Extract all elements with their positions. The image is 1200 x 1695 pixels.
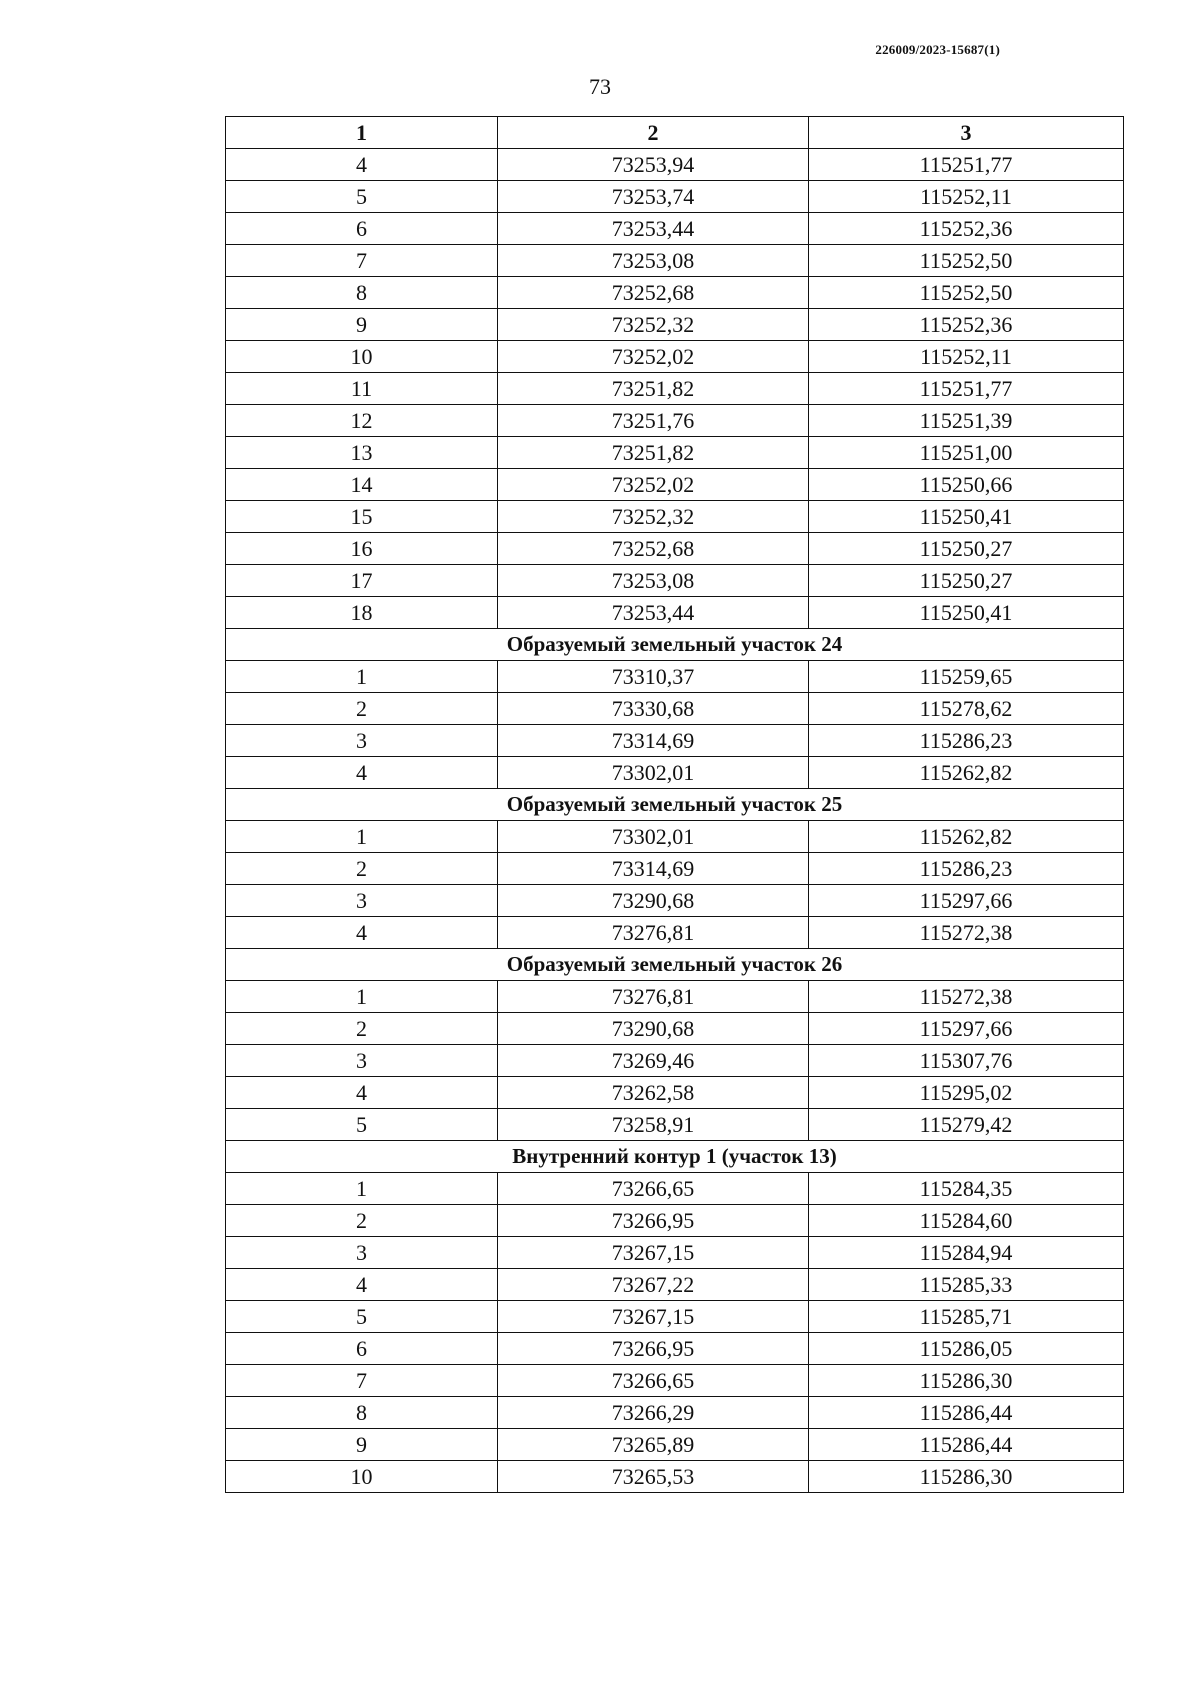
point-number-cell: 7 xyxy=(226,1365,498,1397)
table-row xyxy=(226,309,1124,341)
point-number-cell: 4 xyxy=(226,917,498,949)
x-coordinate-cell: 73314,69 xyxy=(498,725,809,757)
table-row xyxy=(226,277,1124,309)
table-header xyxy=(226,117,1124,149)
x-coordinate-cell: 73253,08 xyxy=(498,245,809,277)
header-row xyxy=(226,117,1124,149)
x-coordinate-cell: 73276,81 xyxy=(498,917,809,949)
y-coordinate-cell: 115285,33 xyxy=(809,1269,1124,1301)
section-title: Внутренний контур 1 (участок 13) xyxy=(226,1141,1124,1173)
y-coordinate-cell: 115262,82 xyxy=(809,757,1124,789)
table-row xyxy=(226,181,1124,213)
x-coordinate-cell: 73252,02 xyxy=(498,341,809,373)
table-row xyxy=(226,1461,1124,1493)
x-coordinate-cell: 73267,15 xyxy=(498,1301,809,1333)
x-coordinate-cell: 73266,95 xyxy=(498,1333,809,1365)
table-row xyxy=(226,437,1124,469)
point-number-cell: 2 xyxy=(226,1013,498,1045)
x-coordinate-cell: 73266,29 xyxy=(498,1397,809,1429)
point-number-cell: 1 xyxy=(226,981,498,1013)
section-row xyxy=(226,629,1124,661)
y-coordinate-cell: 115250,41 xyxy=(809,501,1124,533)
point-number-cell: 13 xyxy=(226,437,498,469)
y-coordinate-cell: 115272,38 xyxy=(809,917,1124,949)
table-row xyxy=(226,1397,1124,1429)
x-coordinate-cell: 73253,44 xyxy=(498,213,809,245)
x-coordinate-cell: 73290,68 xyxy=(498,885,809,917)
table-row xyxy=(226,981,1124,1013)
x-coordinate-cell: 73252,02 xyxy=(498,469,809,501)
section-row xyxy=(226,789,1124,821)
y-coordinate-cell: 115272,38 xyxy=(809,981,1124,1013)
y-coordinate-cell: 115297,66 xyxy=(809,885,1124,917)
table-row xyxy=(226,917,1124,949)
y-coordinate-cell: 115252,50 xyxy=(809,245,1124,277)
column-header-2: 2 xyxy=(498,117,809,149)
table-row xyxy=(226,1045,1124,1077)
column-header-3: 3 xyxy=(809,117,1124,149)
point-number-cell: 16 xyxy=(226,533,498,565)
y-coordinate-cell: 115286,44 xyxy=(809,1397,1124,1429)
y-coordinate-cell: 115286,44 xyxy=(809,1429,1124,1461)
x-coordinate-cell: 73302,01 xyxy=(498,757,809,789)
x-coordinate-cell: 73251,82 xyxy=(498,373,809,405)
x-coordinate-cell: 73258,91 xyxy=(498,1109,809,1141)
y-coordinate-cell: 115285,71 xyxy=(809,1301,1124,1333)
y-coordinate-cell: 115251,77 xyxy=(809,373,1124,405)
y-coordinate-cell: 115251,39 xyxy=(809,405,1124,437)
point-number-cell: 3 xyxy=(226,725,498,757)
table-row xyxy=(226,1013,1124,1045)
y-coordinate-cell: 115250,27 xyxy=(809,533,1124,565)
point-number-cell: 14 xyxy=(226,469,498,501)
point-number-cell: 5 xyxy=(226,1301,498,1333)
table-row xyxy=(226,533,1124,565)
y-coordinate-cell: 115252,36 xyxy=(809,309,1124,341)
section-title: Образуемый земельный участок 25 xyxy=(226,789,1124,821)
y-coordinate-cell: 115284,94 xyxy=(809,1237,1124,1269)
x-coordinate-cell: 73252,68 xyxy=(498,533,809,565)
document-reference: 226009/2023-15687(1) xyxy=(875,42,1000,57)
y-coordinate-cell: 115286,05 xyxy=(809,1333,1124,1365)
table-row xyxy=(226,469,1124,501)
x-coordinate-cell: 73265,53 xyxy=(498,1461,809,1493)
point-number-cell: 5 xyxy=(226,1109,498,1141)
table-body xyxy=(226,149,1124,1493)
point-number-cell: 18 xyxy=(226,597,498,629)
x-coordinate-cell: 73265,89 xyxy=(498,1429,809,1461)
y-coordinate-cell: 115250,66 xyxy=(809,469,1124,501)
point-number-cell: 4 xyxy=(226,757,498,789)
x-coordinate-cell: 73314,69 xyxy=(498,853,809,885)
point-number-cell: 1 xyxy=(226,821,498,853)
section-row xyxy=(226,949,1124,981)
point-number-cell: 1 xyxy=(226,1173,498,1205)
y-coordinate-cell: 115295,02 xyxy=(809,1077,1124,1109)
section-title: Образуемый земельный участок 24 xyxy=(226,629,1124,661)
table-row xyxy=(226,245,1124,277)
table-row xyxy=(226,597,1124,629)
point-number-cell: 4 xyxy=(226,1077,498,1109)
y-coordinate-cell: 115259,65 xyxy=(809,661,1124,693)
point-number-cell: 15 xyxy=(226,501,498,533)
table-row xyxy=(226,405,1124,437)
table-row xyxy=(226,501,1124,533)
y-coordinate-cell: 115252,50 xyxy=(809,277,1124,309)
y-coordinate-cell: 115278,62 xyxy=(809,693,1124,725)
table-row xyxy=(226,853,1124,885)
x-coordinate-cell: 73251,82 xyxy=(498,437,809,469)
point-number-cell: 3 xyxy=(226,1237,498,1269)
x-coordinate-cell: 73276,81 xyxy=(498,981,809,1013)
y-coordinate-cell: 115286,30 xyxy=(809,1461,1124,1493)
point-number-cell: 3 xyxy=(226,1045,498,1077)
table-row xyxy=(226,1237,1124,1269)
y-coordinate-cell: 115284,60 xyxy=(809,1205,1124,1237)
coordinates-table xyxy=(225,116,1124,1493)
table-row xyxy=(226,885,1124,917)
x-coordinate-cell: 73310,37 xyxy=(498,661,809,693)
x-coordinate-cell: 73290,68 xyxy=(498,1013,809,1045)
table-row xyxy=(226,341,1124,373)
table-row xyxy=(226,725,1124,757)
table-row xyxy=(226,1205,1124,1237)
x-coordinate-cell: 73253,74 xyxy=(498,181,809,213)
x-coordinate-cell: 73252,68 xyxy=(498,277,809,309)
table-row xyxy=(226,1173,1124,1205)
point-number-cell: 7 xyxy=(226,245,498,277)
y-coordinate-cell: 115262,82 xyxy=(809,821,1124,853)
section-row xyxy=(226,1141,1124,1173)
section-title: Образуемый земельный участок 26 xyxy=(226,949,1124,981)
x-coordinate-cell: 73252,32 xyxy=(498,309,809,341)
point-number-cell: 5 xyxy=(226,181,498,213)
y-coordinate-cell: 115279,42 xyxy=(809,1109,1124,1141)
x-coordinate-cell: 73251,76 xyxy=(498,405,809,437)
table-row xyxy=(226,1333,1124,1365)
point-number-cell: 8 xyxy=(226,1397,498,1429)
table-row xyxy=(226,693,1124,725)
point-number-cell: 4 xyxy=(226,149,498,181)
point-number-cell: 3 xyxy=(226,885,498,917)
point-number-cell: 9 xyxy=(226,309,498,341)
point-number-cell: 2 xyxy=(226,1205,498,1237)
x-coordinate-cell: 73302,01 xyxy=(498,821,809,853)
point-number-cell: 6 xyxy=(226,1333,498,1365)
point-number-cell: 9 xyxy=(226,1429,498,1461)
x-coordinate-cell: 73252,32 xyxy=(498,501,809,533)
point-number-cell: 6 xyxy=(226,213,498,245)
point-number-cell: 4 xyxy=(226,1269,498,1301)
table-row xyxy=(226,1301,1124,1333)
y-coordinate-cell: 115251,00 xyxy=(809,437,1124,469)
x-coordinate-cell: 73253,08 xyxy=(498,565,809,597)
x-coordinate-cell: 73269,46 xyxy=(498,1045,809,1077)
y-coordinate-cell: 115252,11 xyxy=(809,341,1124,373)
point-number-cell: 8 xyxy=(226,277,498,309)
x-coordinate-cell: 73267,15 xyxy=(498,1237,809,1269)
table-row xyxy=(226,1365,1124,1397)
table-row xyxy=(226,1429,1124,1461)
y-coordinate-cell: 115252,11 xyxy=(809,181,1124,213)
point-number-cell: 2 xyxy=(226,693,498,725)
y-coordinate-cell: 115251,77 xyxy=(809,149,1124,181)
x-coordinate-cell: 73266,95 xyxy=(498,1205,809,1237)
y-coordinate-cell: 115252,36 xyxy=(809,213,1124,245)
y-coordinate-cell: 115284,35 xyxy=(809,1173,1124,1205)
y-coordinate-cell: 115250,27 xyxy=(809,565,1124,597)
point-number-cell: 10 xyxy=(226,1461,498,1493)
table-row xyxy=(226,1269,1124,1301)
x-coordinate-cell: 73267,22 xyxy=(498,1269,809,1301)
point-number-cell: 11 xyxy=(226,373,498,405)
x-coordinate-cell: 73266,65 xyxy=(498,1365,809,1397)
x-coordinate-cell: 73253,94 xyxy=(498,149,809,181)
x-coordinate-cell: 73266,65 xyxy=(498,1173,809,1205)
table-row xyxy=(226,565,1124,597)
point-number-cell: 17 xyxy=(226,565,498,597)
table-row xyxy=(226,149,1124,181)
point-number-cell: 10 xyxy=(226,341,498,373)
y-coordinate-cell: 115286,30 xyxy=(809,1365,1124,1397)
table-row xyxy=(226,213,1124,245)
x-coordinate-cell: 73262,58 xyxy=(498,1077,809,1109)
x-coordinate-cell: 73330,68 xyxy=(498,693,809,725)
y-coordinate-cell: 115286,23 xyxy=(809,725,1124,757)
column-header-1: 1 xyxy=(226,117,498,149)
y-coordinate-cell: 115286,23 xyxy=(809,853,1124,885)
table-row xyxy=(226,1109,1124,1141)
table-row xyxy=(226,757,1124,789)
y-coordinate-cell: 115307,76 xyxy=(809,1045,1124,1077)
table-row xyxy=(226,373,1124,405)
table-row xyxy=(226,661,1124,693)
point-number-cell: 1 xyxy=(226,661,498,693)
x-coordinate-cell: 73253,44 xyxy=(498,597,809,629)
table-row xyxy=(226,821,1124,853)
table-row xyxy=(226,1077,1124,1109)
point-number-cell: 2 xyxy=(226,853,498,885)
page-number: 73 xyxy=(589,74,611,99)
y-coordinate-cell: 115297,66 xyxy=(809,1013,1124,1045)
point-number-cell: 12 xyxy=(226,405,498,437)
y-coordinate-cell: 115250,41 xyxy=(809,597,1124,629)
